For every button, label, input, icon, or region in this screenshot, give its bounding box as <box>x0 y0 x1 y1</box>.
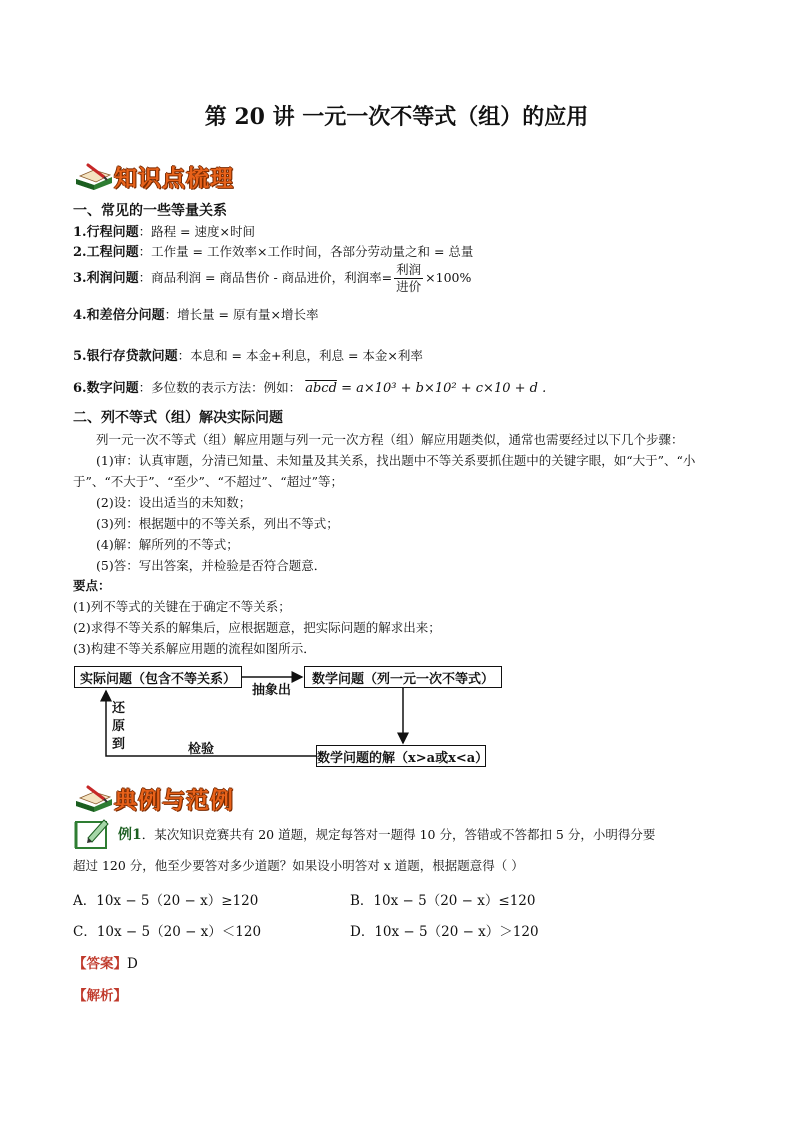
fraction-numerator: 利润 <box>396 262 422 277</box>
option-c: C．10x − 5（20 − x）＜120 <box>73 924 262 940</box>
item-label: 4.和差倍分问题 <box>73 308 165 323</box>
step-1a: (1)审：认真审题，分清已知量、未知量及其关系，找出题中不等关系要抓住题中的关键字眼，如“大于”、“小 <box>96 453 696 468</box>
item-label: 5.银行存贷款问题 <box>73 349 178 364</box>
step-5: (5)答：写出答案，并检验是否符合题意． <box>96 558 327 573</box>
item-label: 2.工程问题 <box>73 245 139 260</box>
option-a: A．10x − 5（20 − x）≥120 <box>73 893 259 909</box>
example-1 <box>118 824 655 844</box>
item-label: 3.利润问题 <box>73 271 139 286</box>
book-pen-icon <box>74 785 114 813</box>
example-question-a: ．某次知识竞赛共有 20 道题，规定每答对一题得 10 分，答错或不答都扣 5 分，小明得分要 <box>141 827 656 842</box>
option-d: D．10x − 5（20 − x）＞120 <box>350 924 539 940</box>
step-2: (2)设：设出适当的未知数； <box>96 495 252 510</box>
formula-expansion: = a×10³ + b×10² + c×10 + d . <box>341 381 547 396</box>
key-label: 要点： <box>73 578 111 593</box>
item-text: ：本息和 = 本金+利息，利息 = 本金×利率 <box>177 348 423 363</box>
key-3: (3)构建不等关系解应用题的流程如图所示． <box>73 641 316 656</box>
flow-label-check: 检验 <box>188 742 215 757</box>
part1-heading: 一、常见的一些等量关系 <box>73 203 227 219</box>
formula-abcd: abcd <box>305 381 337 396</box>
flow-label-abstract: 抽象出 <box>252 683 292 698</box>
answer-label: 【答案】 <box>73 956 127 972</box>
item-text: ：工作量 = 工作效率×工作时间，各部分劳动量之和 = 总量 <box>138 244 474 259</box>
example-label: 例1 <box>118 827 142 843</box>
option-b: B．10x − 5（20 − x）≤120 <box>350 893 536 909</box>
flow-label-restore-2: 原 <box>112 719 126 734</box>
example-question-b: 超过 120 分，他至少要答对多少道题？如果设小明答对 x 道题，根据题意得（ ） <box>73 858 524 873</box>
key-2: (2)求得不等关系的解集后，应根据题意，把实际问题的解求出来； <box>73 620 441 635</box>
analysis-label: 【解析】 <box>73 988 127 1004</box>
section-title-knowledge: 知识点梳理 <box>114 166 234 192</box>
item-label: 1.行程问题 <box>73 225 139 240</box>
item-text: ：多位数的表示方法：例如： <box>138 380 302 395</box>
analysis-line <box>73 984 127 1004</box>
item-label: 6.数字问题 <box>73 381 139 396</box>
part2-intro: 列一元一次不等式（组）解应用题与列一元一次方程（组）解应用题类似，通常也需要经过以下几个步骤： <box>96 432 684 447</box>
step-1b: 于”、“不大于”、“至少”、“不超过”、“超过”等； <box>73 474 344 489</box>
examples-banner <box>74 782 234 815</box>
step-4: (4)解：解所列的不等式； <box>96 537 239 552</box>
step-3: (3)列：根据题中的不等关系，列出不等式； <box>96 516 339 531</box>
answer-line <box>73 952 138 972</box>
item-tail: ×100% <box>425 270 472 285</box>
notebook-pencil-icon <box>74 816 114 850</box>
flow-box-solution: 数学问题的解（x>a或x<a） <box>316 745 486 767</box>
section-title-examples: 典例与范例 <box>114 788 234 814</box>
flow-label-restore-1: 还 <box>112 701 126 716</box>
fraction-denominator: 进价 <box>396 279 422 294</box>
item-text: ：商品利润 = 商品售价 - 商品进价，利润率= <box>138 270 393 285</box>
flow-box-math-problem: 数学问题（列一元一次不等式） <box>304 666 502 688</box>
answer-value: D <box>127 956 138 972</box>
flow-label-restore-3: 到 <box>112 737 126 752</box>
key-1: (1)列不等式的关键在于确定不等关系； <box>73 599 291 614</box>
item-text: ：增长量 = 原有量×增长率 <box>164 307 319 322</box>
part2-heading: 二、列不等式（组）解决实际问题 <box>73 410 283 426</box>
item-text: ：路程 = 速度×时间 <box>138 224 255 239</box>
page-title: 第 20 讲 一元一次不等式（组）的应用 <box>204 104 589 130</box>
flow-box-real-problem: 实际问题（包含不等关系） <box>74 666 242 688</box>
